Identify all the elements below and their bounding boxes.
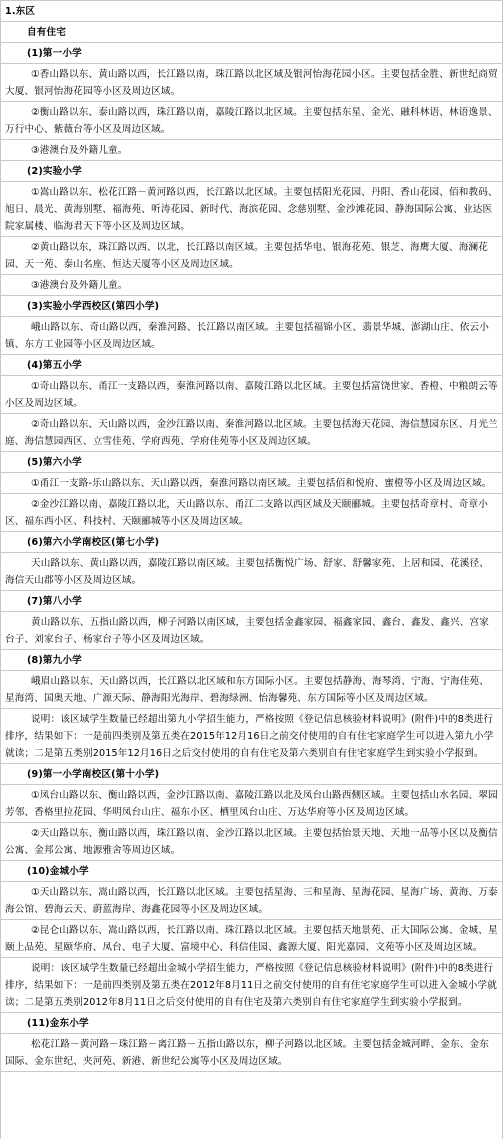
school-title: (8)第九小学	[1, 650, 502, 671]
school-title: (2)实验小学	[1, 161, 502, 182]
school-title: (10)金城小学	[1, 861, 502, 882]
school-title: (7)第八小学	[1, 591, 502, 612]
school-paragraph: ②金沙江路以南、嘉陵江路以北，天山路以东、甬江二支路以西区域及天颐郦城。主要包括奇章村、奇章小区、福东西小区、科技村、天颐郦城等小区及周边区域。	[1, 494, 502, 532]
school-title: (3)实验小学西校区(第四小学)	[1, 296, 502, 317]
school-note: 说明：该区域学生数量已经超出第九小学招生能力，严格按照《登记信息核验材料说明》(附件)中的8类进行排序，结果如下：一是前四类别及第五类在2015年12月16日之前交付使用的自有住宅家庭学生可以进入第九小学就读；二是第五类别2015年12月16日之后交付使用的自有住宅及第六类别自有住宅家庭学生到实验小学报到。	[1, 709, 502, 764]
school-paragraph: ①香山路以东、黄山路以西，长江路以南，珠江路以北区域及银河怡海花园小区。主要包括金胜、新世纪商贸大厦、银河怡海花园等小区及周边区域。	[1, 64, 502, 102]
school-paragraph: ③港澳台及外籍儿童。	[1, 140, 502, 161]
school-title: (11)金东小学	[1, 1013, 502, 1034]
school-title: (9)第一小学南校区(第十小学)	[1, 764, 502, 785]
school-title: (4)第五小学	[1, 355, 502, 376]
school-title: (6)第六小学南校区(第七小学)	[1, 532, 502, 553]
school-paragraph: 天山路以东、黄山路以西，嘉陵江路以南区域。主要包括衡悦广场、舒家、舒馨家苑、上居和园、花溪径、海信天山郡等小区及周边区域。	[1, 553, 502, 591]
school-paragraph: ①天山路以东、嵩山路以西，长江路以北区域。主要包括星海、三和星海、星海花园、星海广场、黄海、万泰海公馆、碧海云天、蔚蓝海岸、海鑫花园等小区及周边区域。	[1, 882, 502, 920]
school-title: (1)第一小学	[1, 43, 502, 64]
school-paragraph: ②昆仑山路以东、嵩山路以西，长江路以南、珠江路以北区域。主要包括天地景苑、正大国际公寓、金城、星颐上品苑、星颐华府、凤台、电子大厦、富境中心、科信佳园、鑫源大厦、阳光嘉园、文苑等小区及周边区域。	[1, 920, 502, 958]
section-title: 1.东区	[1, 0, 502, 22]
school-paragraph: ①甬江一支路-乐山路以东、天山路以西，秦淮河路以南区域。主要包括佰和悦府、蜜橙等小区及周边区域。	[1, 473, 502, 494]
school-title: (5)第六小学	[1, 452, 502, 473]
school-note: 说明：该区域学生数量已经超出金城小学招生能力，严格按照《登记信息核验材料说明》(附件)中的8类进行排序，结果如下：一是前四类别及第五类在2012年8月11日之前交付使用的自有住宅家庭学生可以进入金城小学就读；二是第五类别2012年8月11日之后交付使用的自有住宅及第六类别自有住宅家庭学生到实验小学报到。	[1, 958, 502, 1013]
school-paragraph: ②黄山路以东，珠江路以西、以北，长江路以南区域。主要包括华电、银海花苑、银芝、海鹰大厦、海澜花园、天一苑、泰山名座、恒达天厦等小区及周边区域。	[1, 237, 502, 275]
school-paragraph: 松花江路－黄河路－珠江路－离江路－五指山路以东，柳子河路以北区域。主要包括金城河畔、金东、金东国际、金东世纪、夹河苑、新港、新世纪公寓等小区及周边区域。	[1, 1034, 502, 1072]
school-paragraph: ①凤台山路以东、衡山路以西，金沙江路以南、嘉陵江路以北及凤台山路西侧区域。主要包括山水名园、翠园芳邻、香格里拉花园、华明凤台山庄、福东小区、栖里凤台山庄、万达华府等小区及周边区域。	[1, 785, 502, 823]
school-paragraph: ②奇山路以东、天山路以西，金沙江路以南、秦淮河路以北区域。主要包括海天花园、海信慧园东区、月光兰庭、海信慧园西区、立雪佳苑、学府西苑、学府佳苑等小区及周边区域。	[1, 414, 502, 452]
subsection-title: 自有住宅	[1, 22, 502, 43]
school-paragraph: ②衡山路以东、泰山路以西，珠江路以南，嘉陵江路以北区域。主要包括东星、金光、融科林语、林语逸景、万行中心、紫薇台等小区及周边区域。	[1, 102, 502, 140]
school-paragraph: ①嵩山路以东、松花江路－黄河路以西，长江路以北区域。主要包括阳光花园、丹阳、香山花园、佰和教码、旭日、晨光、黄海别墅、福海苑、听涛花园、新时代、海滨花园、念慈别墅、金沙滩花园、静海国际公寓、业达医院家属楼、临海君天下等小区及周边区域。	[1, 182, 502, 237]
school-paragraph: 峨眉山路以东、天山路以西，长江路以北区域和东方国际小区。主要包括静海、海琴湾、宁海、宁海佳苑、星海湾、国奥天地、广源天际、静海阳光海岸、碧海绿洲、怡海馨苑、东方国际等小区及周边区域。	[1, 671, 502, 709]
school-paragraph: ①奇山路以东、甬江一支路以西，秦淮河路以南、嘉陵江路以北区域。主要包括富饶世家、香橙、中粮朗云等小区及周边区域。	[1, 376, 502, 414]
school-paragraph: 峨山路以东、奇山路以西，秦淮河路、长江路以南区域。主要包括福锦小区、翡景华城、澎湖山庄、依云小镇、东方工业园等小区及周边区域。	[1, 317, 502, 355]
school-paragraph: ③港澳台及外籍儿童。	[1, 275, 502, 296]
school-paragraph: ②天山路以东、衡山路以西，珠江路以南、金沙江路以北区域。主要包括怡景天地、天地一品等小区以及衡信公寓、金邦公寓、地源雅舍等周边区域。	[1, 823, 502, 861]
school-paragraph: 黄山路以东、五指山路以西，柳子河路以南区域，主要包括金鑫家园、福鑫家园、鑫台、鑫发、鑫兴、宫家台子、刘家台子、杨家台子等小区及周边区域。	[1, 612, 502, 650]
